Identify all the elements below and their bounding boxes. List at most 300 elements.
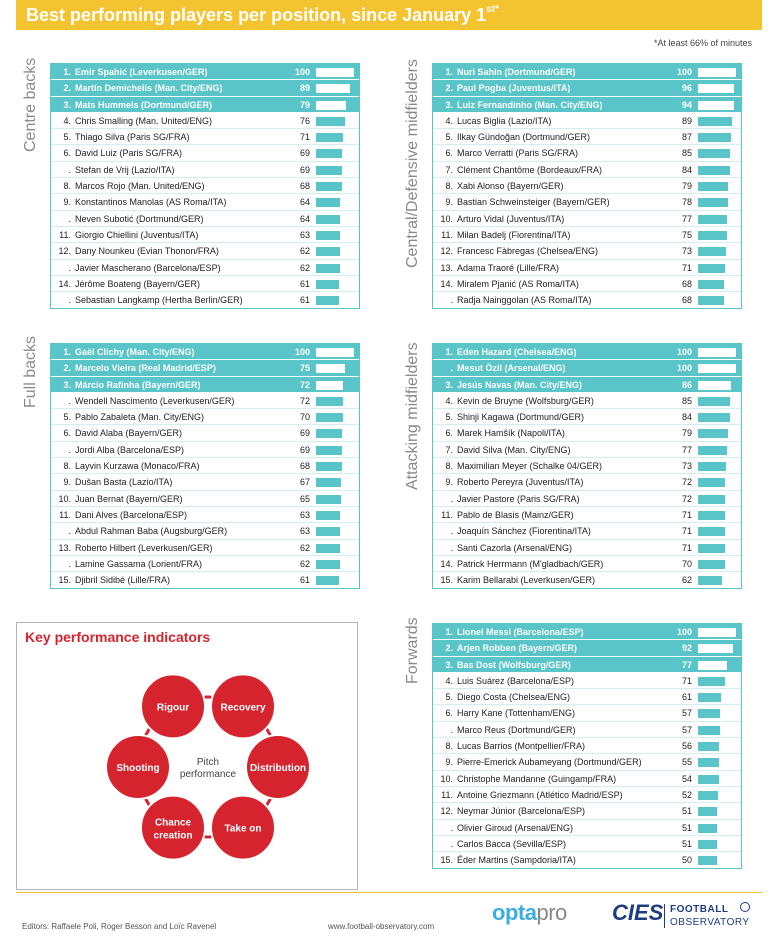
optapro-logo-main: opta (492, 900, 537, 925)
row-value: 68 (681, 295, 692, 306)
row-bar (316, 68, 354, 77)
row-rank: 5. (445, 132, 453, 143)
table-row (51, 292, 359, 308)
row-value: 71 (681, 675, 692, 686)
kpi-node-label: Rigour (156, 702, 190, 714)
table-row (433, 64, 741, 80)
row-player-name: Pierre-Emerick Aubameyang (Dortmund/GER) (457, 757, 642, 768)
row-player-name: David Silva (Man. City/ENG) (457, 444, 571, 455)
row-value: 52 (681, 789, 692, 800)
row-rank: 9. (445, 757, 453, 768)
kpi-node-label: Recovery (220, 702, 266, 714)
table-row (433, 836, 741, 852)
ranking-table (50, 343, 360, 589)
table-row (51, 556, 359, 572)
table-row (433, 523, 741, 539)
row-player-name: Bas Dost (Wolfsburg/GER) (457, 659, 571, 670)
row-rank: 7. (445, 444, 453, 455)
row-value: 70 (681, 558, 692, 569)
table-row (51, 491, 359, 507)
row-player-name: Mesut Özil (Arsenal/ENG) (457, 363, 566, 374)
row-player-name: Arturo Vidal (Juventus/ITA) (457, 213, 565, 224)
row-rank: 14. (440, 278, 453, 289)
row-player-name: David Alaba (Bayern/GER) (75, 428, 183, 439)
row-rank: 12. (440, 246, 453, 257)
row-bar (316, 429, 342, 438)
row-rank: 10. (440, 213, 453, 224)
row-value: 68 (299, 461, 310, 472)
row-value: 86 (681, 379, 692, 390)
row-player-name: Abdul Rahman Baba (Augsburg/GER) (75, 526, 228, 537)
row-value: 75 (681, 229, 692, 240)
row-player-name: Pablo Zabaleta (Man. City/ENG) (75, 412, 205, 423)
row-value: 67 (299, 477, 310, 488)
row-value: 89 (299, 83, 310, 94)
table-row (51, 344, 359, 360)
table-row (433, 803, 741, 819)
row-value: 87 (681, 132, 692, 143)
row-player-name: Márcio Rafinha (Bayern/GER) (75, 379, 201, 390)
table-row (433, 178, 741, 194)
table-row (51, 227, 359, 243)
row-value: 71 (681, 509, 692, 520)
row-value: 85 (681, 395, 692, 406)
row-player-name: Luiz Fernandinho (Man. City/ENG) (457, 99, 603, 110)
table-row (433, 145, 741, 161)
row-value: 62 (299, 558, 310, 569)
row-value: 72 (299, 379, 310, 390)
row-bar (698, 84, 734, 93)
table-row (51, 360, 359, 376)
row-bar (698, 693, 721, 702)
row-rank: 4. (445, 115, 453, 126)
table-row (433, 292, 741, 308)
row-bar (698, 247, 726, 256)
row-bar (316, 397, 343, 406)
kpi-node-label: Take on (224, 823, 262, 835)
kpi-node-label: creation (153, 830, 193, 842)
row-player-name: Gaël Clichy (Man. City/ENG) (75, 347, 195, 357)
row-value: 65 (299, 493, 310, 504)
table-row (433, 393, 741, 409)
row-rank: 9. (445, 477, 453, 488)
row-bar (316, 231, 340, 240)
row-bar (698, 840, 717, 849)
row-value: 94 (681, 99, 692, 110)
row-bar (316, 495, 341, 504)
title-banner (16, 0, 762, 30)
row-bar (698, 807, 717, 816)
row-player-name: Jesús Navas (Man. City/ENG) (457, 379, 583, 390)
table-row (433, 194, 741, 210)
row-value: 75 (299, 363, 310, 374)
row-bar (316, 133, 343, 142)
row-value: 63 (299, 229, 310, 240)
table-row (433, 624, 741, 640)
row-bar (316, 84, 350, 93)
row-rank: 15. (58, 575, 71, 586)
row-bar (316, 478, 341, 487)
row-bar (698, 544, 725, 553)
panel-title: Attacking midfielders (404, 342, 421, 490)
row-value: 68 (299, 181, 310, 192)
row-bar (698, 462, 726, 471)
row-player-name: Layvin Kurzawa (Monaco/FRA) (75, 461, 200, 472)
row-bar (316, 462, 342, 471)
row-bar (698, 101, 734, 110)
row-rank: 12. (58, 246, 71, 257)
table-row (433, 705, 741, 721)
row-bar (698, 644, 733, 653)
football-icon (740, 902, 750, 912)
row-rank: . (68, 213, 71, 224)
row-bar (698, 296, 724, 305)
row-rank: . (450, 542, 453, 553)
row-rank: . (450, 822, 453, 833)
row-rank: 14. (440, 558, 453, 569)
row-rank: 5. (445, 692, 453, 703)
row-rank: 10. (58, 493, 71, 504)
row-player-name: Jordi Alba (Barcelona/ESP) (75, 444, 185, 455)
row-player-name: Lucas Barrios (Montpellier/FRA) (457, 741, 586, 752)
row-bar (316, 544, 340, 553)
football-observatory-logo-line2: OBSERVATORY (670, 917, 750, 928)
table-row (433, 491, 741, 507)
row-bar (698, 560, 725, 569)
row-player-name: Diego Costa (Chelsea/ENG) (457, 692, 571, 703)
panel-title: Centre backs (22, 57, 39, 152)
row-rank: 13. (58, 542, 71, 553)
football-observatory-logo-line1: FOOTBALL (670, 904, 729, 915)
row-bar (698, 348, 736, 357)
row-rank: 5. (445, 412, 453, 423)
row-rank: 1. (63, 347, 71, 357)
row-bar (698, 117, 732, 126)
row-player-name: Dušan Basta (Lazio/ITA) (75, 477, 173, 488)
row-rank: . (450, 493, 453, 504)
row-player-name: Éder Martins (Sampdoria/ITA) (457, 855, 576, 866)
row-player-name: Joaquín Sánchez (Fiorentina/ITA) (457, 526, 591, 537)
table-row (433, 162, 741, 178)
row-bar (316, 264, 340, 273)
row-rank: 11. (441, 229, 453, 240)
row-player-name: Miralem Pjanić (AS Roma/ITA) (457, 278, 579, 289)
row-bar (698, 166, 730, 175)
row-value: 56 (681, 741, 692, 752)
row-player-name: Giorgio Chiellini (Juventus/ITA) (75, 229, 199, 240)
kpi-center-label: Pitch (196, 757, 220, 768)
table-row (433, 657, 741, 673)
table-row (433, 425, 741, 441)
row-bar (698, 133, 731, 142)
row-rank: . (450, 295, 453, 306)
table-row (433, 97, 741, 113)
row-bar (698, 709, 720, 718)
row-player-name: Konstantinos Manolas (AS Roma/ITA) (75, 197, 227, 208)
table-row (433, 771, 741, 787)
row-rank: 6. (63, 428, 71, 439)
row-value: 79 (681, 181, 692, 192)
row-player-name: Marcos Rojo (Man. United/ENG) (75, 181, 205, 192)
optapro-logo-pro: pro (536, 900, 567, 925)
row-rank: 6. (63, 148, 71, 159)
row-bar (316, 576, 339, 585)
page-title (26, 5, 499, 26)
row-rank: 5. (63, 132, 71, 143)
row-bar (698, 182, 728, 191)
table-row (433, 787, 741, 803)
table-row (433, 474, 741, 490)
row-player-name: Marek Hamšík (Napoli/ITA) (457, 428, 565, 439)
table-row (433, 852, 741, 868)
table-row (433, 360, 741, 376)
row-player-name: Christophe Mandanne (Guingamp/FRA) (457, 773, 617, 784)
page-title-superscript: st* (486, 4, 499, 15)
table-row (433, 377, 741, 393)
row-rank: 15. (440, 575, 453, 586)
row-player-name: Mats Hummels (Dortmund/GER) (75, 99, 213, 110)
table-row (51, 145, 359, 161)
row-rank: . (68, 395, 71, 406)
row-player-name: Jérôme Boateng (Bayern/GER) (75, 278, 201, 289)
row-bar (698, 364, 736, 373)
row-bar (316, 101, 346, 110)
row-player-name: Maximilian Meyer (Schalke 04/GER) (457, 461, 603, 472)
row-rank: 3. (445, 659, 453, 670)
row-player-name: Karim Bellarabi (Leverkusen/GER) (457, 575, 596, 586)
table-row (51, 243, 359, 259)
row-value: 100 (294, 347, 310, 357)
table-row (51, 458, 359, 474)
table-row (433, 276, 741, 292)
row-rank: 11. (441, 509, 453, 520)
row-value: 73 (681, 246, 692, 257)
row-player-name: Adama Traoré (Lille/FRA) (457, 262, 560, 273)
row-value: 62 (299, 246, 310, 257)
row-bar (698, 68, 736, 77)
row-bar (316, 560, 340, 569)
row-player-name: Wendell Nascimento (Leverkusen/GER) (75, 395, 235, 406)
row-rank: 8. (445, 461, 453, 472)
table-row (51, 507, 359, 523)
row-rank: 8. (445, 741, 453, 752)
row-bar (316, 381, 343, 390)
row-value: 51 (681, 806, 692, 817)
row-player-name: Arjen Robben (Bayern/GER) (457, 643, 578, 654)
row-bar (698, 824, 717, 833)
row-value: 61 (681, 692, 692, 703)
row-value: 77 (681, 213, 692, 224)
row-bar (698, 775, 719, 784)
row-value: 72 (681, 477, 692, 488)
row-bar (316, 413, 343, 422)
cies-logo: CIES (612, 900, 664, 925)
row-value: 69 (299, 164, 310, 175)
row-bar (698, 527, 725, 536)
row-rank: . (68, 164, 71, 175)
row-bar (698, 149, 730, 158)
kpi-node-label: Distribution (249, 763, 307, 774)
table-row (51, 276, 359, 292)
row-value: 50 (681, 855, 692, 866)
table-row (433, 113, 741, 129)
row-rank: 1. (63, 67, 71, 77)
row-bar (698, 576, 722, 585)
row-bar (698, 446, 727, 455)
row-rank: 5. (63, 412, 71, 423)
row-value: 100 (676, 67, 692, 77)
table-row (433, 572, 741, 588)
row-rank: 9. (445, 197, 453, 208)
table-row (51, 194, 359, 210)
row-value: 71 (681, 526, 692, 537)
row-rank: 1. (445, 67, 453, 77)
panel-title: Central/Defensive midfielders (404, 59, 421, 268)
table-row (51, 97, 359, 113)
row-value: 100 (294, 67, 310, 77)
table-row (51, 540, 359, 556)
row-bar (698, 742, 719, 751)
row-bar (698, 429, 728, 438)
row-bar (698, 758, 719, 767)
row-player-name: Marcelo Vieira (Real Madrid/ESP) (75, 363, 216, 374)
row-value: 70 (299, 412, 310, 423)
row-rank: 1. (445, 627, 453, 637)
row-player-name: Santi Cazorla (Arsenal/ENG) (457, 542, 573, 553)
row-rank: 12. (440, 806, 453, 817)
row-value: 62 (299, 542, 310, 553)
row-bar (316, 198, 340, 207)
row-value: 96 (681, 83, 692, 94)
row-rank: 7. (445, 164, 453, 175)
row-bar (316, 348, 354, 357)
row-rank: 13. (440, 262, 453, 273)
row-bar (698, 677, 725, 686)
row-bar (698, 397, 730, 406)
kpi-node-label: Chance (154, 817, 192, 829)
row-bar (698, 495, 725, 504)
row-player-name: Lamine Gassama (Lorient/FRA) (75, 558, 203, 569)
row-value: 54 (681, 773, 692, 784)
row-player-name: Javier Mascherano (Barcelona/ESP) (75, 262, 221, 273)
table-row (51, 162, 359, 178)
row-rank: . (68, 295, 71, 306)
row-value: 84 (681, 412, 692, 423)
table-row (51, 523, 359, 539)
ranking-table (432, 343, 742, 589)
row-rank: 11. (441, 789, 453, 800)
kpi-box (16, 622, 358, 890)
row-player-name: David Luiz (Paris SG/FRA) (75, 148, 183, 159)
row-value: 79 (681, 428, 692, 439)
row-player-name: Luis Suárez (Barcelona/ESP) (457, 675, 575, 686)
row-value: 72 (681, 493, 692, 504)
row-value: 64 (299, 213, 310, 224)
row-player-name: Juan Bernat (Bayern/GER) (75, 493, 183, 504)
row-value: 51 (681, 838, 692, 849)
row-bar (316, 511, 340, 520)
table-row (433, 689, 741, 705)
ranking-table (432, 623, 742, 869)
row-value: 92 (681, 643, 692, 654)
row-rank: 8. (445, 181, 453, 192)
row-rank: . (68, 262, 71, 273)
row-rank: 2. (445, 643, 453, 654)
row-rank: . (450, 363, 453, 374)
row-bar (698, 511, 725, 520)
table-row (433, 409, 741, 425)
row-rank: 11. (59, 229, 71, 240)
row-player-name: Paul Pogba (Juventus/ITA) (457, 83, 571, 94)
row-player-name: Thiago Silva (Paris SG/FRA) (75, 132, 190, 143)
row-bar (316, 166, 342, 175)
row-player-name: Olivier Giroud (Arsenal/ENG) (457, 822, 574, 833)
row-value: 63 (299, 526, 310, 537)
row-player-name: Stefan de Vrij (Lazio/ITA) (75, 164, 175, 175)
row-value: 61 (299, 278, 310, 289)
row-rank: 2. (63, 363, 71, 374)
table-row (51, 178, 359, 194)
row-player-name: Neven Subotić (Dortmund/GER) (75, 213, 204, 224)
row-bar (698, 791, 718, 800)
row-bar (698, 198, 728, 207)
row-player-name: Chris Smalling (Man. United/ENG) (75, 115, 213, 126)
row-bar (316, 182, 342, 191)
website-link[interactable]: www.football-observatory.com (328, 922, 435, 931)
row-player-name: Pablo de Blasis (Mainz/GER) (457, 509, 574, 520)
row-player-name: Ilkay Gündoğan (Dortmund/GER) (457, 132, 591, 143)
row-value: 57 (681, 708, 692, 719)
row-value: 77 (681, 444, 692, 455)
table-row (51, 425, 359, 441)
row-value: 85 (681, 148, 692, 159)
panel-title: Forwards (404, 617, 421, 684)
row-rank: 3. (63, 99, 71, 110)
row-player-name: Marco Verratti (Paris SG/FRA) (457, 148, 579, 159)
row-player-name: Radja Nainggolan (AS Roma/ITA) (457, 295, 592, 306)
row-player-name: Martín Demichelis (Man. City/ENG) (75, 83, 223, 94)
table-row (433, 540, 741, 556)
footer-divider (16, 892, 762, 893)
table-row (433, 227, 741, 243)
row-bar (316, 149, 342, 158)
row-value: 72 (299, 395, 310, 406)
kpi-title: Key performance indicators (25, 629, 211, 645)
row-bar (698, 231, 727, 240)
row-rank: 9. (63, 477, 71, 488)
row-value: 76 (299, 115, 310, 126)
table-row (51, 80, 359, 96)
table-row (433, 458, 741, 474)
row-bar (698, 215, 727, 224)
row-value: 69 (299, 428, 310, 439)
row-value: 100 (676, 347, 692, 357)
row-value: 62 (299, 262, 310, 273)
row-player-name: Roberto Pereyra (Juventus/ITA) (457, 477, 584, 488)
table-row (433, 673, 741, 689)
row-player-name: Lionel Messi (Barcelona/ESP) (457, 627, 584, 637)
row-bar (698, 264, 725, 273)
row-rank: 8. (63, 461, 71, 472)
row-player-name: Sebastian Langkamp (Hertha Berlin/GER) (75, 295, 243, 306)
row-value: 100 (676, 363, 692, 374)
kpi-node-label: Shooting (116, 763, 160, 774)
table-row (51, 572, 359, 588)
row-rank: 9. (63, 197, 71, 208)
row-value: 84 (681, 164, 692, 175)
row-player-name: Harry Kane (Tottenham/ENG) (457, 708, 576, 719)
table-row (433, 556, 741, 572)
